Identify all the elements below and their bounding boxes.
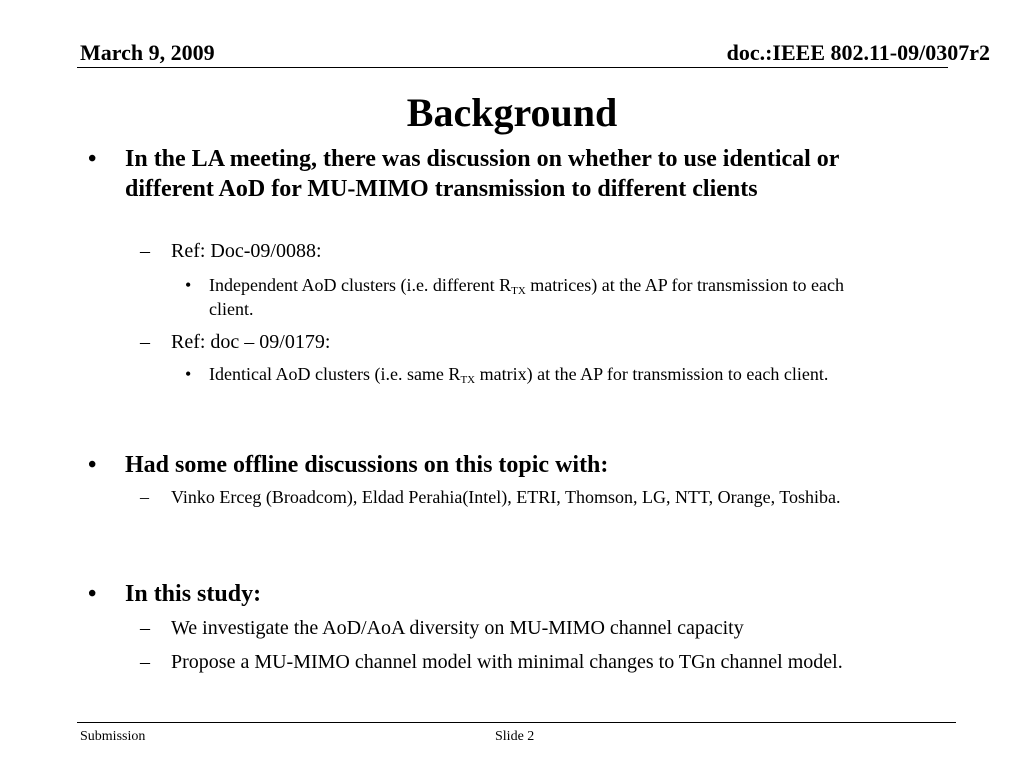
dash-marker: – bbox=[140, 651, 150, 673]
detail-identical-aod bbox=[209, 362, 954, 386]
rtx-subscript: TX bbox=[460, 374, 476, 386]
bullet-marker: • bbox=[88, 452, 97, 478]
detail-independent-aod bbox=[209, 273, 859, 321]
header-date: March 9, 2009 bbox=[80, 40, 215, 65]
footer-slide-number: Slide 2 bbox=[495, 729, 535, 744]
detail-text-post: matrix) at the AP for transmission to each client. bbox=[475, 364, 829, 384]
dash-marker: – bbox=[140, 331, 150, 353]
header-doc-id: doc.:IEEE 802.11-09/0307r2 bbox=[726, 40, 990, 65]
dash-marker: – bbox=[140, 617, 150, 639]
sub-ref-0179: Ref: doc – 09/0179: bbox=[171, 331, 331, 353]
bullet-in-this-study: In this study: bbox=[125, 581, 262, 607]
detail-text-pre: Identical AoD clusters (i.e. same R bbox=[209, 364, 461, 384]
bullet-la-meeting: In the LA meeting, there was discussion on whether to use identical or different AoD for MU-MIMO transmission to different clients bbox=[125, 146, 840, 202]
bullet-marker: • bbox=[88, 146, 97, 172]
sub-bullet-marker: • bbox=[185, 364, 192, 384]
dash-marker: – bbox=[140, 487, 149, 507]
footer-submission: Submission bbox=[80, 729, 146, 744]
sub-participants: Vinko Erceg (Broadcom), Eldad Perahia(Intel), ETRI, Thomson, LG, NTT, Orange, Toshiba. bbox=[171, 487, 841, 507]
bullet-marker: • bbox=[88, 581, 97, 607]
sub-ref-0088: Ref: Doc-09/0088: bbox=[171, 240, 322, 262]
detail-text-post: matrices) at the AP for transmission to each client. bbox=[209, 275, 845, 319]
sub-propose-model: Propose a MU-MIMO channel model with minimal changes to TGn channel model. bbox=[171, 651, 843, 673]
slide-title: Background bbox=[406, 90, 618, 135]
footer-rule bbox=[77, 722, 956, 723]
detail-text-pre: Independent AoD clusters (i.e. different R bbox=[209, 275, 512, 295]
bullet-offline-discussions: Had some offline discussions on this topic with: bbox=[125, 452, 609, 478]
rtx-subscript: TX bbox=[511, 285, 526, 297]
sub-investigate-aod-aoa: We investigate the AoD/AoA diversity on MU-MIMO channel capacity bbox=[171, 617, 744, 639]
dash-marker: – bbox=[140, 240, 150, 262]
sub-bullet-marker: • bbox=[185, 275, 192, 295]
